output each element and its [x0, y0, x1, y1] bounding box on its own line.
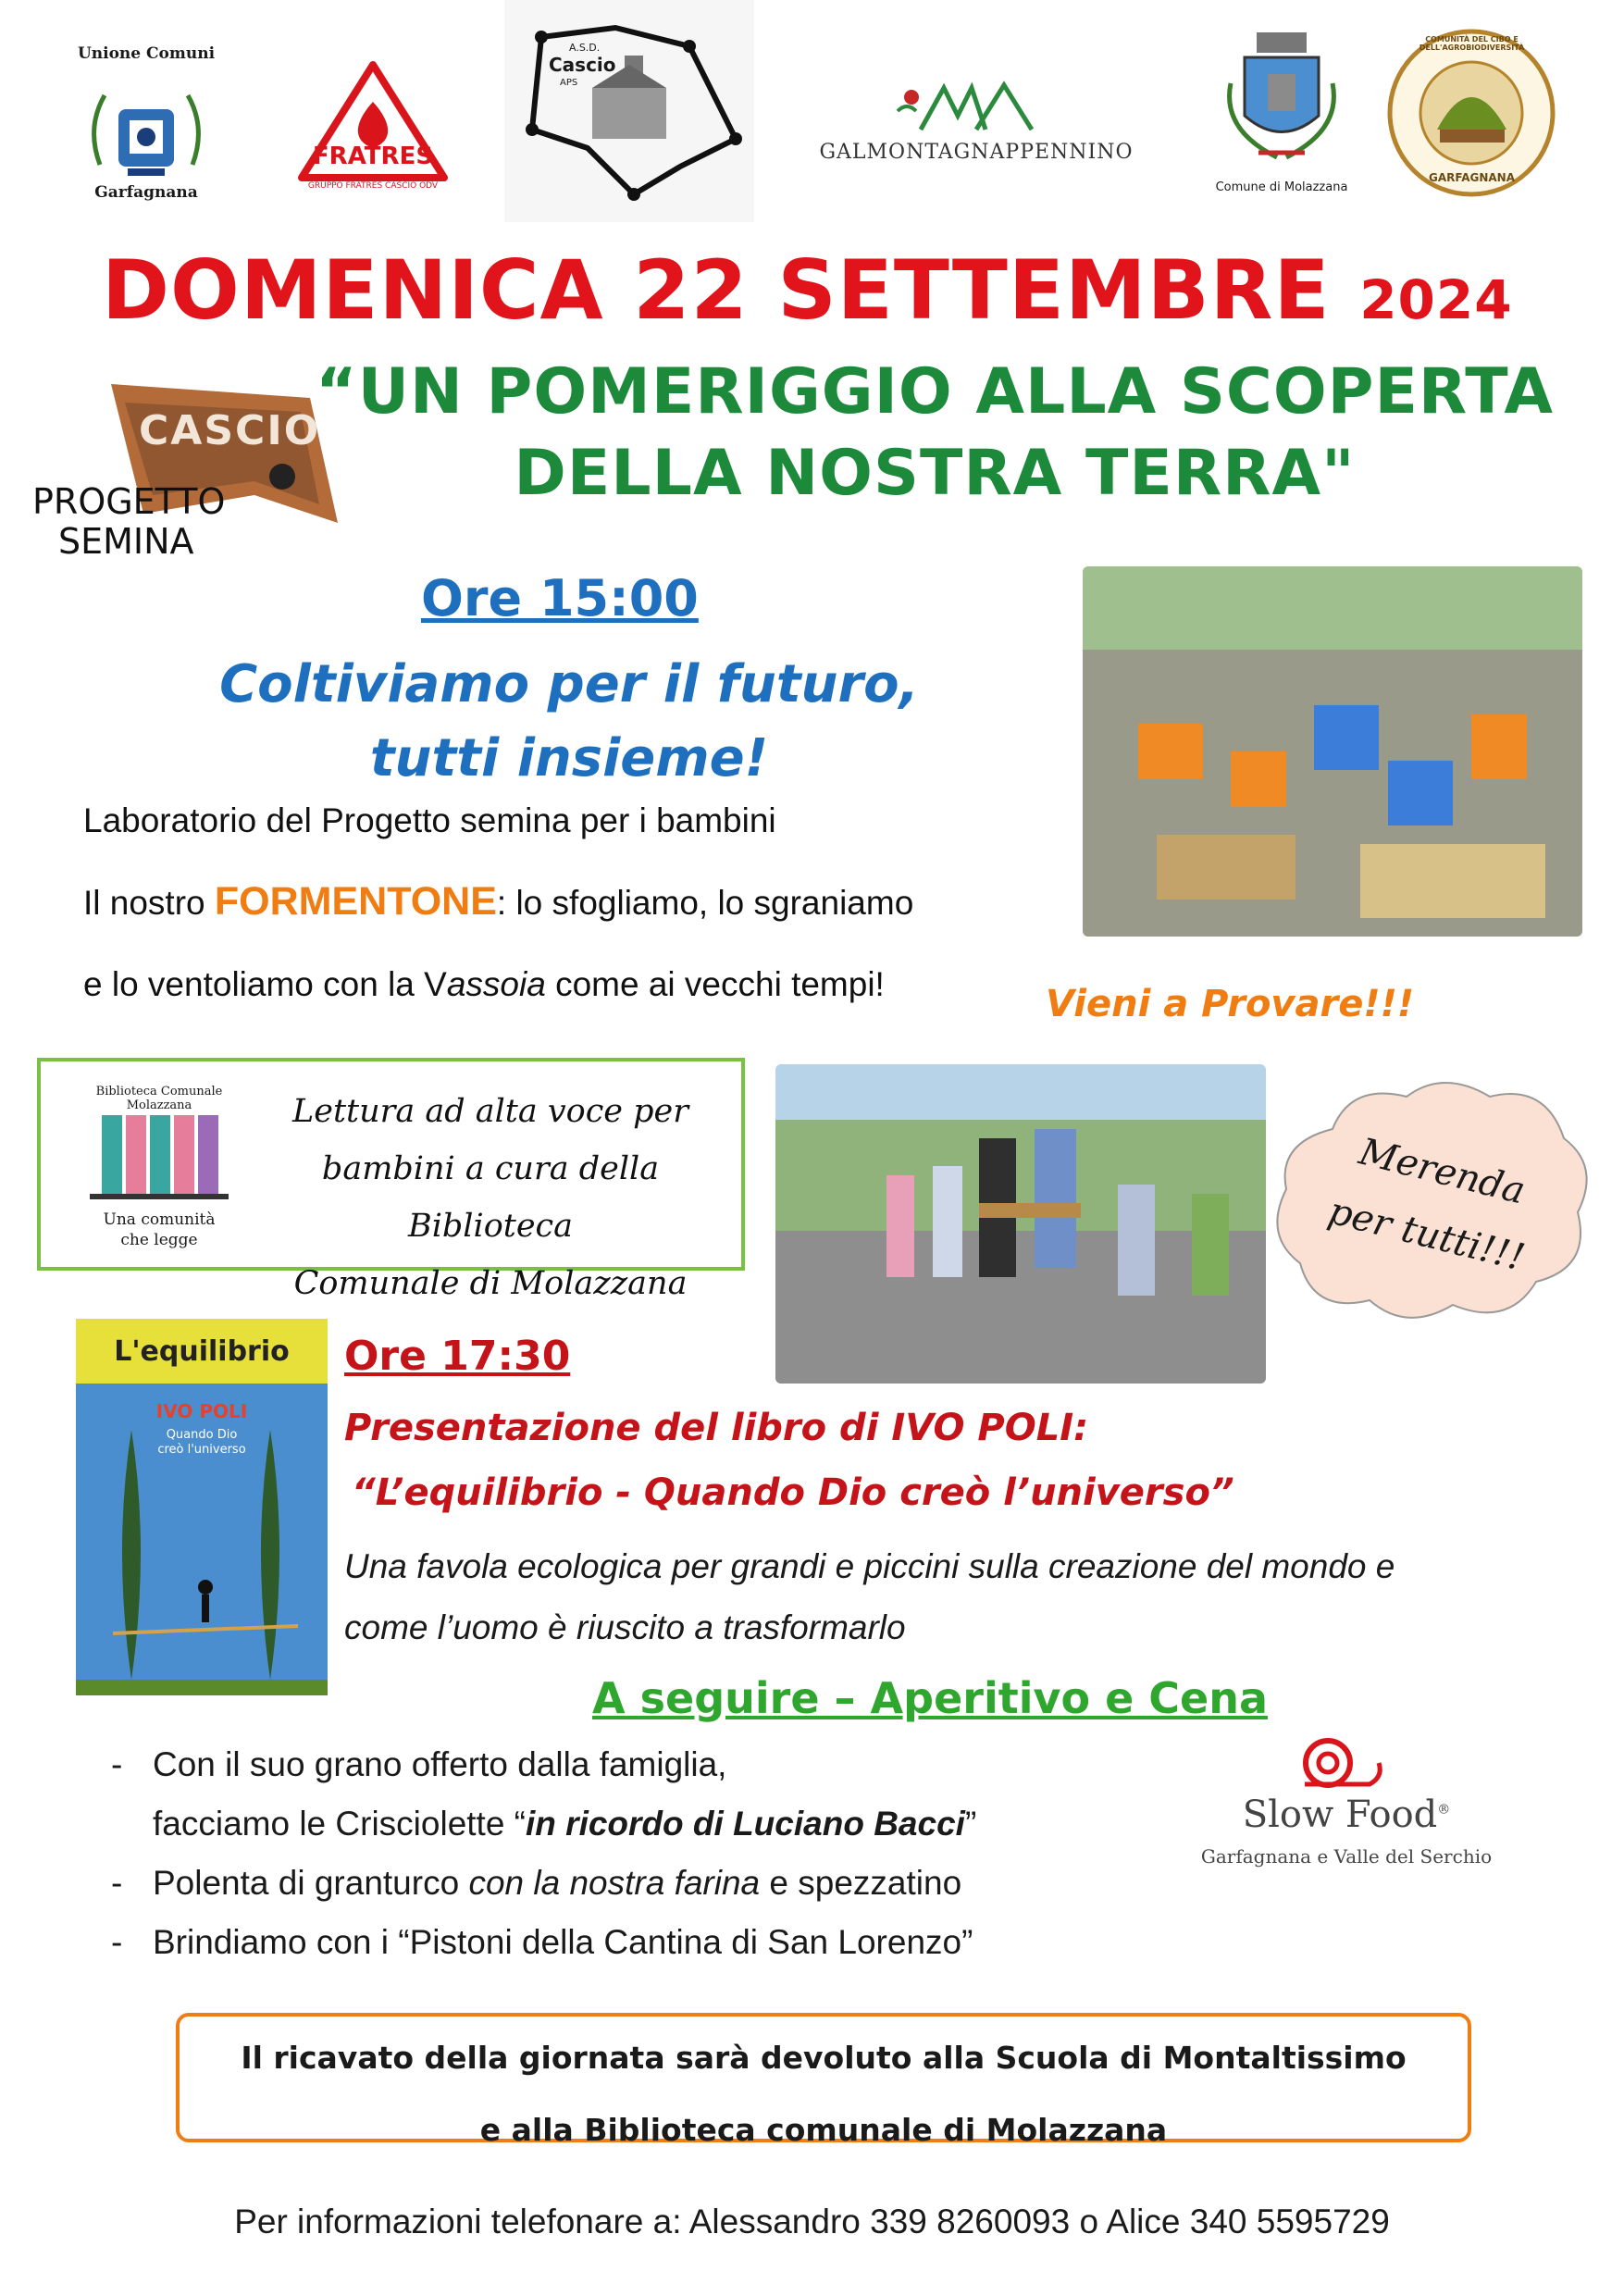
event-date [102, 242, 1513, 338]
event1-vassoia-line [83, 965, 885, 1004]
children-corn-workshop-photo [1083, 566, 1582, 937]
biblioteca-line1: Una comunità [103, 1210, 216, 1229]
item-text: Brindiamo con i “Pistoni della Cantina di San Lorenzo” [153, 1923, 973, 1961]
gal-name: GALMONTAGNAPPENNINO [819, 141, 1134, 164]
merenda-line1: Merenda [1355, 1130, 1530, 1213]
dash: - [111, 1923, 123, 1961]
biblioteca-arc-text: Biblioteca Comunale Molazzana [95, 1085, 223, 1112]
book-title: L'equilibrio [114, 1335, 290, 1368]
snail-icon [1184, 1731, 1508, 1795]
molazzana-caption: Comune di Molazzana [1215, 180, 1348, 194]
contact-info: Per informazioni telefonare a: Alessandro 339 8260093 o Alice 340 5595729 [234, 2203, 1390, 2240]
book-sub1: Quando Dio [166, 1428, 238, 1442]
lab2-c: : lo sfogliamo, lo sgraniamo [496, 884, 914, 922]
tagline-line2: tutti insieme! [369, 728, 769, 788]
donation-line1: Il ricavato della giornata sarà devoluto alla Scuola di Montaltissimo [241, 2040, 1407, 2076]
lettura-description [250, 1083, 731, 1312]
biblioteca-logo [67, 1074, 252, 1259]
gal-montagnappennino-logo [819, 74, 1134, 176]
unione-name-bottom: Garfagnana [94, 183, 198, 202]
event1-tagline [176, 648, 962, 796]
item-emph: in ricordo di Luciano Bacci [526, 1805, 965, 1843]
lab2-a: Il nostro [83, 884, 215, 922]
favola-line2: come l’uomo è riuscito a trasformarlo [344, 1608, 906, 1646]
list-item [111, 1794, 976, 1854]
lab3-c: come ai vecchi tempi! [545, 965, 885, 1003]
book-sub2: creò l'universo [157, 1443, 246, 1457]
formentone-word: FORMENTONE [214, 879, 497, 924]
dinner-list [111, 1735, 976, 1972]
cascio-asd: A.S.D. [569, 42, 601, 54]
cascio-name: Cascio [549, 54, 616, 76]
vassoia-photo-illustration [775, 1064, 1266, 1384]
event1-formentone-line [83, 879, 913, 925]
fratres-emblem [294, 57, 452, 196]
tagline-line1: Coltiviamo per il futuro, [219, 654, 919, 714]
list-item [111, 1735, 976, 1794]
item-text: Polenta di granturco [153, 1864, 469, 1902]
comunita-cibo-logo [1386, 28, 1557, 199]
book-cover-art [76, 1319, 328, 1695]
comune-molazzana-logo [1203, 28, 1360, 204]
progetto-line2: SEMINA [58, 521, 194, 562]
event-date-main: DOMENICA 22 SETTEMBRE [102, 242, 1331, 338]
lettura-line2: bambini a cura della Biblioteca [321, 1150, 660, 1245]
slow-food-name [1184, 1793, 1508, 1836]
item-text-end: ” [964, 1805, 977, 1843]
fratres-name: FRATRES [312, 143, 434, 170]
favola-line1: Una favola ecologica per grandi e piccini sulla creazione del mondo e [344, 1547, 1395, 1585]
list-item [111, 1854, 976, 1913]
event1-time: Ore 15:00 [421, 569, 699, 627]
progetto-line1: PROGETTO [32, 481, 226, 522]
fratres-sub: GRUPPO FRATRES CASCIO ODV [307, 181, 439, 191]
cascio-map-emblem [504, 0, 754, 222]
vassoia-word: assoia [446, 965, 546, 1003]
book-cover [76, 1319, 328, 1695]
list-item [111, 1913, 976, 1972]
comunita-ring-text: COMUNITÀ DEL CIBO E DELL'AGROBIODIVERSITÀ [1419, 35, 1525, 52]
event1-description: Laboratorio del Progetto semina per i bambini [83, 801, 776, 839]
book-author: IVO POLI [155, 1400, 248, 1422]
slow-food-logo [1184, 1731, 1508, 1879]
lettura-line1: Lettura ad alta voce per [292, 1093, 688, 1130]
donation-text [176, 2022, 1471, 2166]
event-year: 2024 [1359, 268, 1513, 331]
lab3-a: e lo ventoliamo con la V [83, 965, 447, 1003]
cascio-aps-logo [504, 0, 754, 222]
workshop-photo-illustration [1083, 566, 1582, 937]
lettura-line3: Comunale di Molazzana [293, 1265, 688, 1302]
dash: - [111, 1864, 123, 1902]
subtitle-line2: DELLA NOSTRA TERRA" [514, 437, 1356, 510]
progetto-badge: CASCIO [139, 407, 321, 454]
fratres-logo [294, 57, 452, 196]
event2-book-title: “L’equilibrio - Quando Dio creò l’universo” [352, 1471, 1234, 1514]
item-emph: con la nostra farina [468, 1864, 761, 1902]
gal-emblem [819, 74, 1134, 139]
item-text: Con il suo grano offerto dalla famiglia, [153, 1745, 727, 1783]
merenda-line2: per tutti!!! [1324, 1189, 1529, 1280]
unione-comuni-logo [72, 44, 220, 211]
donation-line2: e alla Biblioteca comunale di Molazzana [479, 2112, 1168, 2148]
slow-food-reg: ® [1437, 1802, 1451, 1818]
slow-food-sub: Garfagnana e Valle del Serchio [1200, 1845, 1493, 1868]
comunita-bottom-text: GARFAGNANA [1429, 171, 1515, 184]
aperitivo-heading: A seguire – Aperitivo e Cena [592, 1673, 1269, 1723]
biblioteca-line2: che legge [120, 1231, 198, 1249]
vieni-a-provare: Vieni a Provare!!! [1046, 983, 1415, 1025]
unione-name-top: Unione Comuni [77, 44, 216, 63]
cascio-aps: APS [560, 78, 578, 88]
molazzana-crest [1203, 28, 1360, 176]
item-text-end: e spezzatino [760, 1864, 962, 1902]
event2-time: Ore 17:30 [344, 1333, 571, 1380]
children-vassoia-photo [775, 1064, 1266, 1384]
slow-food-text: Slow Food [1242, 1793, 1438, 1836]
subtitle-line1: “UN POMERIGGIO ALLA SCOPERTA [316, 355, 1554, 428]
dash: - [111, 1745, 123, 1783]
event2-presentation: Presentazione del libro di IVO POLI: [344, 1407, 1089, 1449]
item-text: facciamo le Crisciolette “ [153, 1805, 527, 1843]
event2-favola [344, 1536, 1575, 1658]
event-subtitle [278, 352, 1592, 515]
